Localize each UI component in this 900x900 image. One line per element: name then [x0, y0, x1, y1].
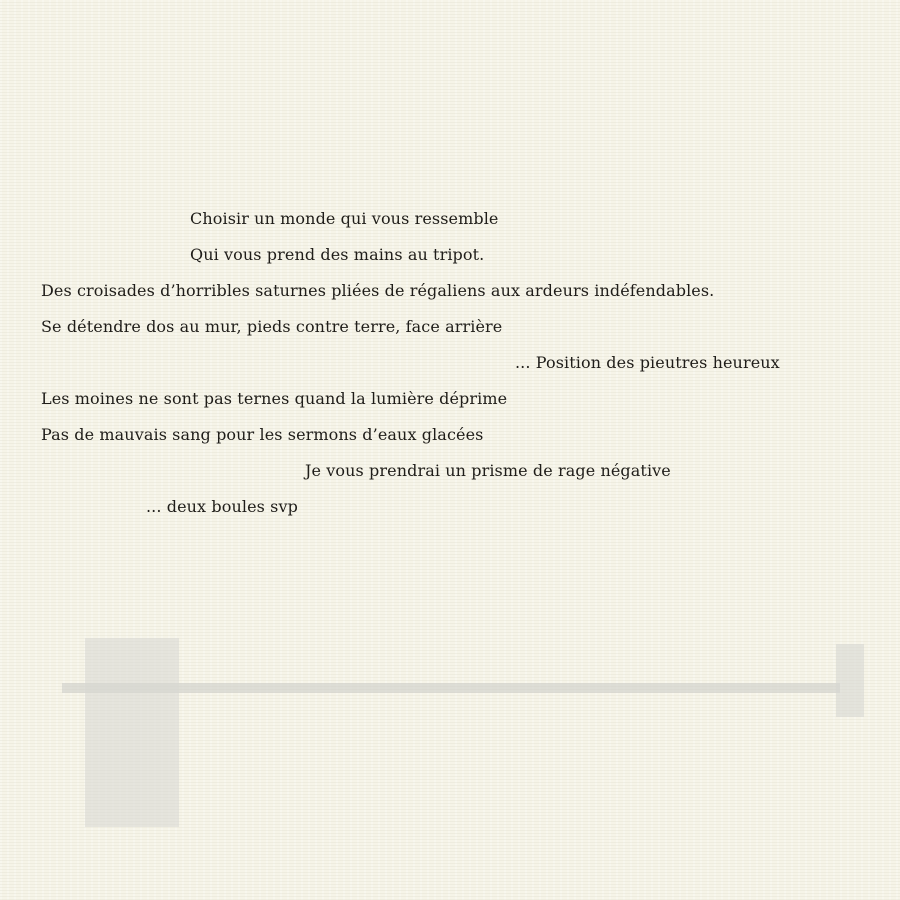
poem-line-5: ... Position des pieutres heureux [515, 353, 780, 372]
poem-line-3: Des croisades d’horribles saturnes pliées de régaliens aux ardeurs indéfendables. [41, 281, 715, 300]
decorative-right-block [836, 644, 864, 717]
poem-line-1: Choisir un monde qui vous ressemble [190, 209, 499, 228]
poem-line-4: Se détendre dos au mur, pieds contre terre, face arrière [41, 317, 503, 336]
poem-line-9: ... deux boules svp [146, 497, 298, 516]
poem-line-2: Qui vous prend des mains au tripot. [190, 245, 485, 264]
decorative-left-block [85, 638, 179, 827]
poem-line-7: Pas de mauvais sang pour les sermons d’eaux glacées [41, 425, 484, 444]
poem-line-6: Les moines ne sont pas ternes quand la lumière déprime [41, 389, 508, 408]
poem-line-8: Je vous prendrai un prisme de rage négative [305, 461, 671, 480]
